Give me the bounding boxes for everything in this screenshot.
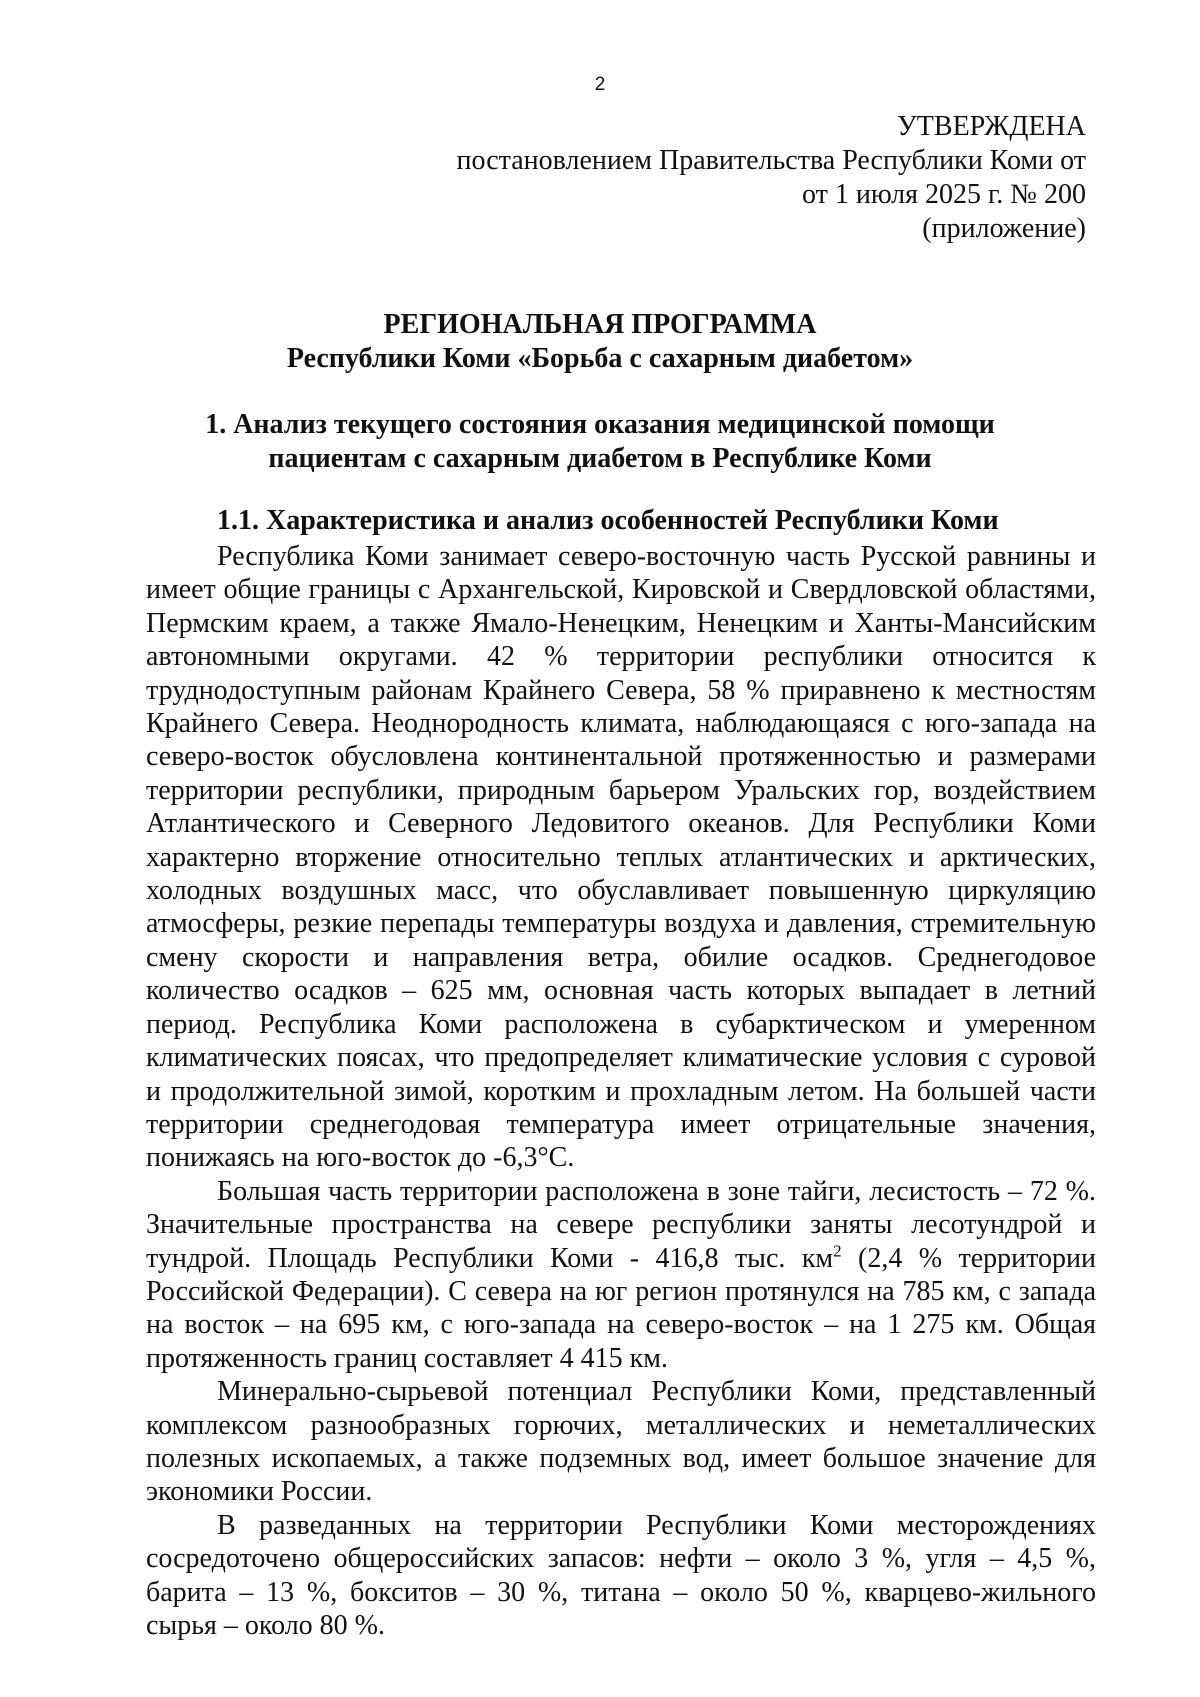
- subsection-heading: 1.1. Характеристика и анализ особенностей Республики Коми: [217, 505, 999, 536]
- program-title-line-2: Республики Коми «Борьба с сахарным диабетом»: [286, 343, 914, 374]
- program-title-line-1: РЕГИОНАЛЬНАЯ ПРОГРАММА: [383, 309, 817, 340]
- approval-stamp-block: [457, 110, 1086, 246]
- approval-appendix-note: (приложение): [922, 213, 1086, 244]
- section-heading: [0, 408, 1200, 476]
- paragraph-territory-area: [146, 1175, 1096, 1375]
- approval-decree-line: постановлением Правительства Республики Коми от: [456, 145, 1086, 176]
- program-title: [0, 308, 1200, 376]
- approval-title: УТВЕРЖДЕНА: [896, 111, 1086, 142]
- page-number: 2: [594, 74, 606, 95]
- paragraph-territory-area-part-1: Большая часть территории расположена в зоне тайги, лесистость – 72 %. Значительные пространства на севере республики заняты лесотундрой и тундрой. Площадь Республики Коми - 416,8 тыс. км: [146, 1175, 1096, 1274]
- section-heading-line-1: 1. Анализ текущего состояния оказания медицинской помощи: [205, 409, 995, 440]
- approval-date-number: от 1 июля 2025 г. № 200: [802, 179, 1086, 210]
- paragraph-reserves: В разведанных на территории Республики Коми месторождениях сосредоточено общероссийских запасов: нефти – около 3 %, угля – 4,5 %, барита – 13 %, бокситов – 30 %, титана – около 50 %, кварцево-жильного сырья – около 80 %.: [146, 1509, 1096, 1641]
- paragraph-geography-climate: Республика Коми занимает северо-восточную часть Русской равнины и имеет общие границы с Архангельской, Кировской и Свердловской областями, Пермским краем, а также Ямало-Ненецким, Ненецким и Ханты-Мансийским автономными округами. 42 % территории республики относится к труднодоступным районам Крайнего Севера, 58 % приравнено к местностям Крайнего Севера. Неоднородность климата, наблюдающаяся с юго-запада на северо-восток обусловлена континентальной протяженностью и размерами территории республики, природным барьером Уральских гор, воздействием Атлантического и Северного Ледовитого океанов. Для Республики Коми характерно вторжение относительно теплых атлантических и арктических, холодных воздушных масс, что обуславливает повышенную циркуляцию атмосферы, резкие перепады температуры воздуха и давления, стремительную смену скорости и направления ветра, обилие осадков. Среднегодовое количество осадков – 625 мм, основная часть которых выпадает в летний период. Республика Коми расположена в субарктическом и умеренном климатических поясах, что предопределяет климатические условия с суровой и продолжительной зимой, коротким и прохладным летом. На большей части территории среднегодовая температура имеет отрицательные значения, понижаясь на юго-восток до -6,3°С.: [146, 541, 1096, 1174]
- superscript-square: 2: [833, 1241, 842, 1261]
- paragraph-territory-area-part-2: (2,4 % территории Российской Федерации). С севера на юг регион протянулся на 785 км, с запада на восток – на 695 км, с юго-запада на северо-восток – на 1 275 км. Общая протяженность границ составляет 4 415 км.: [146, 1242, 1096, 1374]
- body-text: [146, 540, 1096, 1642]
- section-heading-line-2: пациентам с сахарным диабетом в Республике Коми: [268, 443, 932, 474]
- paragraph-mineral-potential: Минерально-сырьевой потенциал Республики Коми, представленный комплексом разнообразных горючих, металлических и неметаллических полезных ископаемых, а также подземных вод, имеет большое значение для экономики России.: [146, 1376, 1096, 1508]
